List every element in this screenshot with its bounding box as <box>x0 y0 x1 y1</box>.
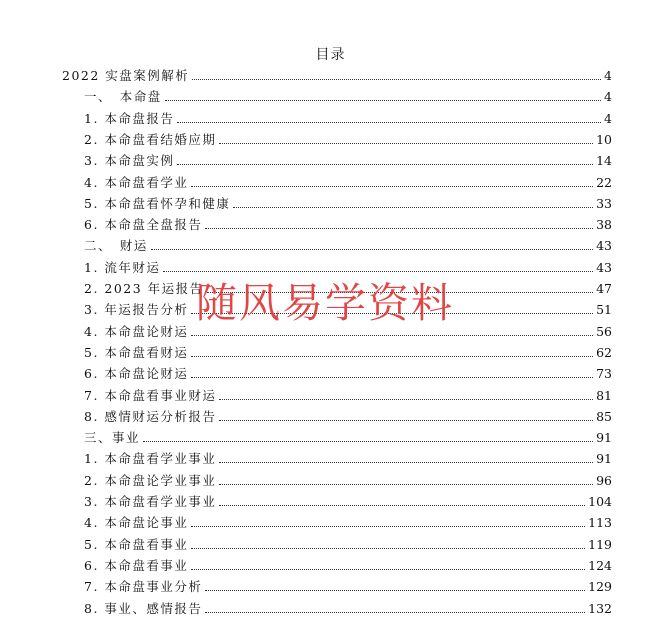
toc-title: 目录 <box>315 47 346 63</box>
toc-entry-page: 14 <box>596 153 612 169</box>
toc-entry-label: 1. 本命盘看学业事业 <box>84 451 217 467</box>
toc-entry[interactable] <box>84 447 612 467</box>
dot-leader <box>151 249 593 250</box>
toc-entry[interactable] <box>84 490 612 510</box>
toc-entry-page: 4 <box>604 68 612 83</box>
toc-entry-page: 113 <box>588 515 612 531</box>
toc-entry-label: 2. 2023 年运报告 <box>84 281 204 296</box>
dot-leader <box>205 228 593 229</box>
toc-entry-label: 7. 本命盘事业分析 <box>84 579 203 595</box>
toc-entry-page: 129 <box>588 579 612 595</box>
toc-entry[interactable] <box>84 469 612 489</box>
toc-entry-page: 104 <box>588 494 612 509</box>
toc-entry[interactable] <box>84 171 612 191</box>
toc-entry[interactable] <box>84 511 612 531</box>
dot-leader <box>165 100 601 101</box>
toc-entry-label: 三、事业 <box>84 430 141 446</box>
toc-entry-page: 81 <box>596 387 612 403</box>
toc-entry-page: 119 <box>588 536 612 552</box>
watermark-text: 随风易学资料 <box>196 279 454 327</box>
toc-entry-page: 43 <box>596 259 612 275</box>
toc-entry-page: 22 <box>596 174 612 190</box>
toc-entry-page: 91 <box>596 451 612 467</box>
toc-entry-page: 47 <box>596 281 612 296</box>
dot-leader <box>191 569 585 570</box>
dot-leader <box>191 526 585 527</box>
toc-entry-page: 85 <box>596 408 612 424</box>
toc-entry-label: 5. 本命盘看怀孕和健康 <box>84 195 231 211</box>
toc-entry-page: 73 <box>596 366 612 382</box>
toc-entry-label: 3. 本命盘实例 <box>84 153 175 169</box>
dot-leader <box>233 207 593 208</box>
toc-entry-label: 1. 本命盘报告 <box>84 110 175 126</box>
toc-entry-page: 10 <box>596 131 612 147</box>
dot-leader <box>219 462 593 463</box>
toc-entry-page: 38 <box>596 217 612 233</box>
toc-entry[interactable] <box>84 149 612 169</box>
dot-leader <box>177 164 593 165</box>
toc-entry-label: 2022 实盘案例解析 <box>62 68 190 83</box>
toc-entry[interactable] <box>84 213 612 233</box>
toc-entry[interactable] <box>84 128 612 148</box>
toc-entry-page: 132 <box>588 600 612 616</box>
toc-entry[interactable] <box>84 426 612 446</box>
toc-entry-label: 8. 事业、感情报告 <box>84 600 203 616</box>
toc-entry-label: 3. 本命盘看学业事业 <box>84 494 217 509</box>
toc-entry[interactable] <box>84 107 612 127</box>
toc-entry-page: 4 <box>604 89 612 105</box>
toc-entry-page: 33 <box>596 195 612 211</box>
dot-leader <box>191 548 585 549</box>
toc-entry-page: 96 <box>596 472 612 488</box>
toc-entry-label: 5. 本命盘看事业 <box>84 536 189 552</box>
toc-entry[interactable] <box>84 85 612 105</box>
dot-leader <box>191 186 593 187</box>
toc-entry[interactable] <box>84 362 612 382</box>
toc-entry-label: 6. 本命盘论财运 <box>84 366 189 382</box>
dot-leader <box>191 377 593 378</box>
dot-leader <box>192 79 601 80</box>
dot-leader <box>219 484 593 485</box>
toc-entry[interactable] <box>84 554 612 574</box>
toc-entry-label: 1. 流年财运 <box>84 259 161 275</box>
toc-entry[interactable] <box>84 405 612 425</box>
toc-entry-page: 62 <box>596 344 612 360</box>
toc-entry-page: 56 <box>596 323 612 339</box>
dot-leader <box>191 356 593 357</box>
toc-entry[interactable] <box>62 64 612 84</box>
dot-leader <box>143 441 593 442</box>
toc-entry-label: 2. 本命盘看结婚应期 <box>84 131 217 147</box>
toc-entry-label: 6. 本命盘看事业 <box>84 557 189 573</box>
toc-entry-label: 二、 财运 <box>84 238 148 254</box>
toc-entry-label: 4. 本命盘论事业 <box>84 515 189 531</box>
toc-entry[interactable] <box>84 192 612 212</box>
toc-entry-label: 5. 本命盘看财运 <box>84 344 189 360</box>
dot-leader <box>177 122 601 123</box>
dot-leader <box>219 505 585 506</box>
toc-entry-page: 91 <box>596 430 612 446</box>
dot-leader <box>205 612 585 613</box>
toc-entry-page: 4 <box>604 110 612 126</box>
toc-entry[interactable] <box>84 341 612 361</box>
toc-entry-label: 2. 本命盘论学业事业 <box>84 472 217 488</box>
toc-entry[interactable] <box>84 384 612 404</box>
dot-leader <box>219 143 593 144</box>
toc-entry-label: 8. 感情财运分析报告 <box>84 408 217 424</box>
toc-entry-page: 51 <box>596 302 612 318</box>
dot-leader <box>219 399 593 400</box>
toc-entry-page: 124 <box>588 557 612 573</box>
toc-entry-page: 43 <box>596 238 612 254</box>
toc-entry[interactable] <box>84 533 612 553</box>
toc-entry-label: 4. 本命盘论财运 <box>84 323 189 339</box>
toc-entry-label: 6. 本命盘全盘报告 <box>84 217 203 233</box>
toc-entry-label: 3. 年运报告分析 <box>84 302 189 318</box>
toc-entry-label: 一、 本命盘 <box>84 89 162 105</box>
dot-leader <box>191 335 593 336</box>
dot-leader <box>219 420 593 421</box>
toc-entry-label: 4. 本命盘看学业 <box>84 174 189 190</box>
toc-entry[interactable] <box>84 234 612 254</box>
toc-entry[interactable] <box>84 575 612 595</box>
toc-entry[interactable] <box>84 597 612 617</box>
toc-entry-label: 7. 本命盘看事业财运 <box>84 387 217 403</box>
dot-leader <box>205 590 585 591</box>
